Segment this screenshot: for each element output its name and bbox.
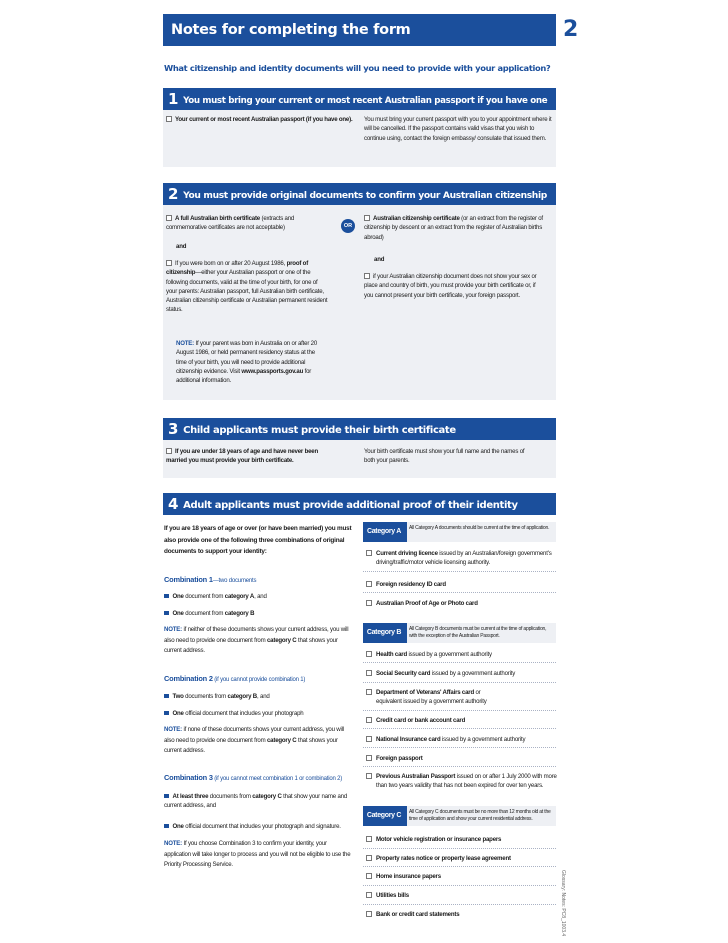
bullet-icon (164, 694, 169, 699)
foreign-passport-checkbox[interactable] (364, 273, 370, 279)
and-label-left: and (176, 243, 187, 250)
category-c-label: Category C (366, 812, 402, 819)
section-1-note: You must bring your current passport with you to your appointment where it will be cancelled. If the passport contains valid visas that you wish to continue using, contact the foreign embassy/ consulate that issued them. (364, 116, 552, 142)
section-2-title: You must provide original documents to confirm your Australian citizenship (183, 191, 547, 201)
section-1-title: You must bring your current or most recent Australian passport if you have one (183, 96, 548, 106)
category-b-description: All Category B documents must be current at the time of application, with the exception of the Australian Passport. (407, 623, 556, 643)
combination-3-note: NOTE: If you choose Combination 3 to confirm your identity, your application will take longer to process and you will not be eligible to use the Priority Processing Service. (164, 840, 351, 868)
category-b-item-6: Foreign passport (366, 754, 558, 763)
checkbox[interactable] (366, 550, 372, 556)
under-18-checkbox[interactable] (166, 448, 172, 454)
proof-of-citizenship-option: If you were born on or after 20 August 1986, proof of citizenship—either your Australian passport or one of the following documents, valid at the time of your birth, for one of your parents: Australian passport, full Australian birth certificate, Australian citizenship certificate or Australian permanent resident status. (166, 260, 328, 314)
category-b-item-4: Credit card or bank account card (366, 716, 558, 725)
section-1-check: Your current or most recent Australian passport (if you have one). (166, 115, 356, 124)
section-3-check: If you are under 18 years of age and have never been married you must provide your birth certificate. (166, 448, 319, 465)
section-2-note: NOTE: If your parent was born in Australia on or after 20 August 1986, or held permanent residency status at the time of your birth, you will need to provide additional citizenship evidence. Visit www.passports.gov.au for additional information. (176, 340, 318, 385)
section-3-title: Child applicants must provide their birth certificate (183, 425, 456, 436)
section-1-header (163, 88, 556, 110)
section-4-intro: If you are 18 years of age or over (or have been married) you must also provide one of the following three combinations of original documents to support your identity: (164, 525, 352, 555)
category-c-item-4: Utilities bills (366, 891, 558, 900)
section-2-number: 2 (168, 185, 179, 203)
category-c-item-5: Bank or credit card statements (366, 910, 558, 919)
combination-2-item-2: One official document that includes your photograph (164, 709, 303, 718)
category-a-item-1: Current driving licence issued by an Australian/foreign government's driving/traffic/motor vehicle licensing authority. (366, 549, 558, 567)
combination-1-note: NOTE: if neither of these documents shows your current address, you will also need to provide one document from category C that shows your current address. (164, 626, 349, 654)
combination-1-title: Combination 1—two documents (164, 575, 257, 584)
combination-2-title: Combination 2 (if you cannot provide combination 1) (164, 674, 306, 683)
checkbox[interactable] (366, 836, 372, 842)
category-b-item-5: National Insurance card issued by a government authority (366, 735, 558, 744)
category-c-item-1: Motor vehicle registration or insurance papers (366, 835, 558, 844)
section-4-header (163, 493, 556, 515)
foreign-passport-option: if your Australian citizenship document does not show your sex or place and country of birth, you must provide your birth certificate or, if you cannot present your birth certificate, your foreign passport. (364, 273, 537, 299)
birth-certificate-checkbox[interactable] (166, 215, 172, 221)
category-b-label: Category B (366, 629, 402, 636)
page-number: 2 (563, 17, 579, 42)
category-c-header (363, 806, 556, 826)
checkbox[interactable] (366, 670, 372, 676)
citizenship-certificate-checkbox[interactable] (364, 215, 370, 221)
side-code: Glossary: Notes: PC8_1003.4 (560, 870, 566, 937)
checkbox[interactable] (366, 755, 372, 761)
combination-2-item-1: Two documents from category B, and (164, 692, 270, 701)
category-a-label: Category A (366, 528, 402, 535)
section-3-number: 3 (168, 420, 179, 438)
passport-checkbox[interactable] (166, 116, 172, 122)
category-a-description: All Category A documents should be current at the time of application. (407, 522, 556, 542)
bullet-icon (164, 824, 169, 829)
checkbox[interactable] (366, 717, 372, 723)
combination-3-item-2: One official document that includes your photograph and signature. (164, 822, 364, 831)
checkbox[interactable] (366, 600, 372, 606)
combination-1-item-1: One document from category A, and (164, 592, 267, 601)
combination-3-item-1: At least three documents from category C that show your name and current address, and (164, 793, 348, 810)
category-c-description: All Category C documents must be no more than 12 months old at the time of application and show your current residential address. (407, 806, 556, 826)
checkbox[interactable] (366, 855, 372, 861)
citizenship-certificate-option: Australian citizenship certificate (or an extract from the register of citizenship by descent or an extract from the register of Australian births abroad) (364, 215, 543, 241)
page-title-bar (163, 14, 556, 46)
category-b-item-7: Previous Australian Passport issued on or after 1 July 2000 with more than two years validity that has not been expired for over ten years. (366, 772, 558, 790)
category-b-item-3: Department of Veterans' Affairs card or equivalent issued by a government authority (366, 688, 506, 706)
checkbox[interactable] (366, 873, 372, 879)
section-3-note: Your birth certificate must show your full name and the names of both your parents. (364, 448, 525, 465)
and-label-right: and (374, 256, 385, 263)
page-title: Notes for completing the form (171, 22, 411, 38)
bullet-icon (164, 594, 169, 599)
section-4-number: 4 (168, 495, 179, 513)
checkbox[interactable] (366, 581, 372, 587)
category-c-item-2: Property rates notice or property lease agreement (366, 854, 558, 863)
checkbox[interactable] (366, 736, 372, 742)
checkbox[interactable] (366, 911, 372, 917)
checkbox[interactable] (366, 651, 372, 657)
category-c-item-3: Home insurance papers (366, 872, 558, 881)
or-badge: OR (341, 219, 355, 233)
bullet-icon (164, 711, 169, 716)
proof-of-citizenship-checkbox[interactable] (166, 260, 172, 266)
checkbox[interactable] (366, 689, 372, 695)
category-b-header (363, 623, 556, 643)
bullet-icon (164, 611, 169, 616)
checkbox[interactable] (366, 773, 372, 779)
section-question: What citizenship and identity documents will you need to provide with your application? (164, 63, 551, 73)
combination-2-note: NOTE: if none of these documents shows your current address, you will also need to provide one document from category C that shows your current address. (164, 726, 344, 754)
section-4-title: Adult applicants must provide additional proof of their identity (183, 500, 518, 511)
checkbox[interactable] (366, 892, 372, 898)
section-3-header (163, 418, 556, 440)
section-1-number: 1 (168, 90, 179, 108)
category-a-item-3: Australian Proof of Age or Photo card (366, 599, 558, 608)
category-a-header (363, 522, 556, 542)
category-a-item-2: Foreign residency ID card (366, 580, 558, 589)
combination-3-title: Combination 3 (if you cannot meet combination 1 or combination 2) (164, 773, 343, 782)
bullet-icon (164, 794, 169, 799)
birth-certificate-option: A full Australian birth certificate (extracts and commemorative certificates are not acceptable) (166, 215, 295, 232)
category-b-item-2: Social Security card issued by a government authority (366, 669, 558, 678)
category-b-item-1: Health card issued by a government authority (366, 650, 558, 659)
combination-1-item-2: One document from category B (164, 609, 254, 618)
section-2-header (163, 183, 556, 205)
